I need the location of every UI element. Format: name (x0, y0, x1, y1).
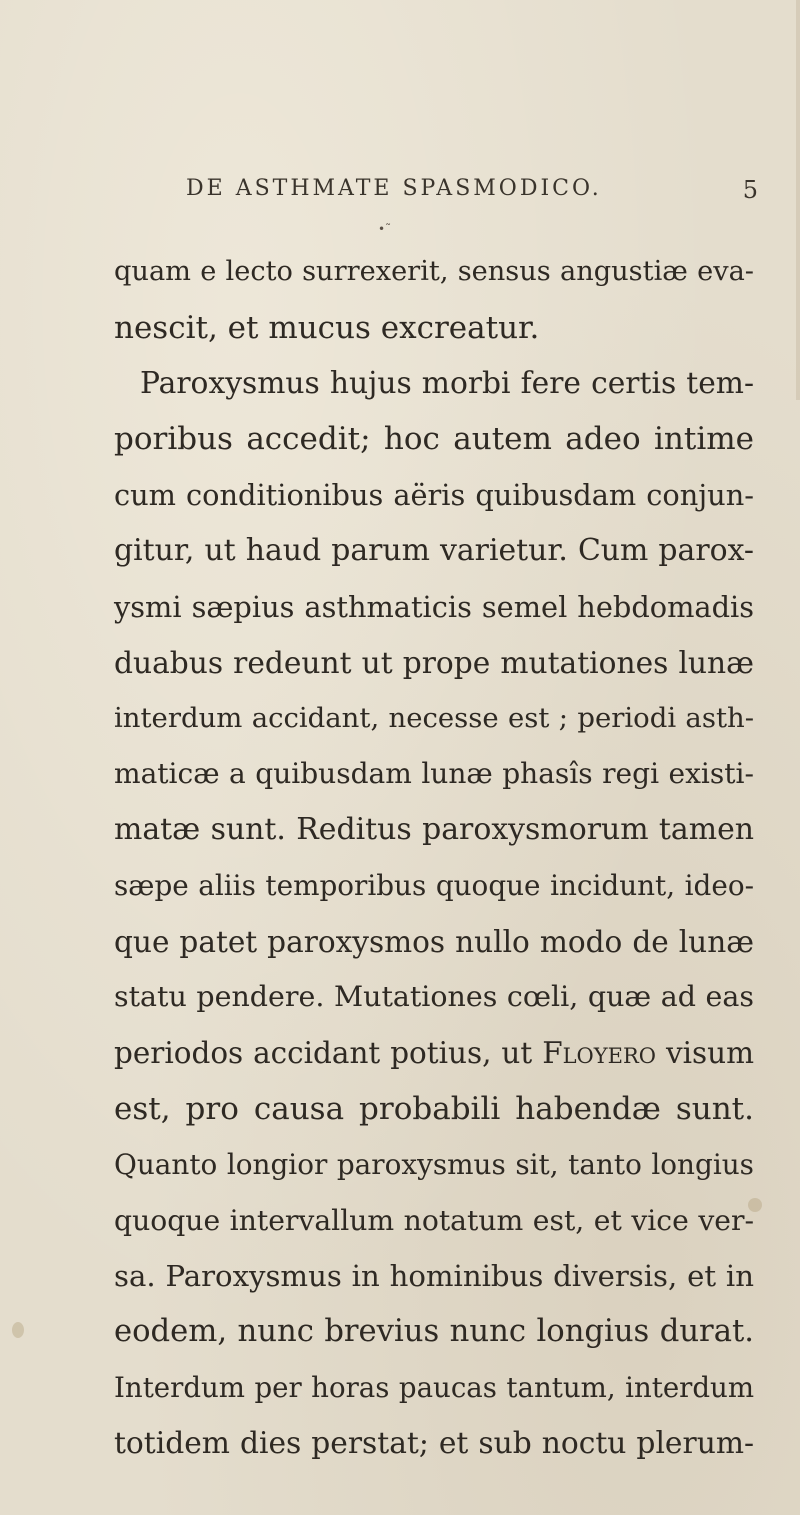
text-line: Interdum per horas paucas tantum, interdum (114, 1370, 754, 1404)
text-line: poribus accedit; hoc autem adeo intime (114, 421, 754, 458)
text-line-with-name (114, 1028, 754, 1084)
paper-stain (12, 1322, 24, 1338)
text-line: statu pendere. Mutationes cœli, quæ ad eas (114, 980, 754, 1014)
text-line-part: periodos accidant potius, ut (114, 1036, 543, 1071)
text-line: que patet paroxysmos nullo modo de lunæ (114, 924, 754, 959)
text-line: est, pro causa probabili habendæ sunt. (114, 1090, 754, 1127)
running-title: DE ASTHMATE SPASMODICO. (186, 176, 602, 201)
page-number: 5 (742, 176, 758, 204)
text-line-part: visum (656, 1036, 754, 1071)
text-line: totidem dies perstat; et sub noctu plerum- (114, 1425, 754, 1461)
print-mark: •˜ (378, 222, 392, 236)
text-line: Paroxysmus hujus morbi fere certis tem- (140, 365, 754, 401)
author-name: Floyero (542, 1036, 656, 1071)
text-line: eodem, nunc brevius nunc longius durat. (114, 1314, 754, 1350)
text-line: quoque intervallum notatum est, et vice ver- (114, 1203, 754, 1237)
text-line: sa. Paroxysmus in hominibus diversis, et in (114, 1259, 754, 1294)
text-line: gitur, ut haud parum varietur. Cum parox- (114, 532, 754, 568)
text-line: maticæ a quibusdam lunæ phasîs regi existi- (114, 757, 754, 791)
body-text (114, 247, 754, 1475)
text-line: ysmi sæpius asthmaticis semel hebdomadis (114, 589, 754, 624)
text-line: quam e lecto surrexerit, sensus angustiæ eva- (114, 256, 754, 287)
text-line: cum conditionibus aëris quibusdam conjun- (114, 478, 754, 513)
text-line: nescit, et mucus excreatur. (114, 309, 540, 346)
text-line: Quanto longior paroxysmus sit, tanto longius (114, 1147, 754, 1181)
text-line: duabus redeunt ut prope mutationes lunæ (114, 644, 754, 680)
paper-stain (796, 0, 800, 400)
text-line: sæpe aliis temporibus quoque incidunt, ideo- (114, 868, 754, 902)
text-line: matæ sunt. Reditus paroxysmorum tamen (114, 811, 754, 847)
text-line: interdum accidant, necesse est ; periodi asth- (114, 702, 754, 735)
running-header (186, 176, 766, 204)
